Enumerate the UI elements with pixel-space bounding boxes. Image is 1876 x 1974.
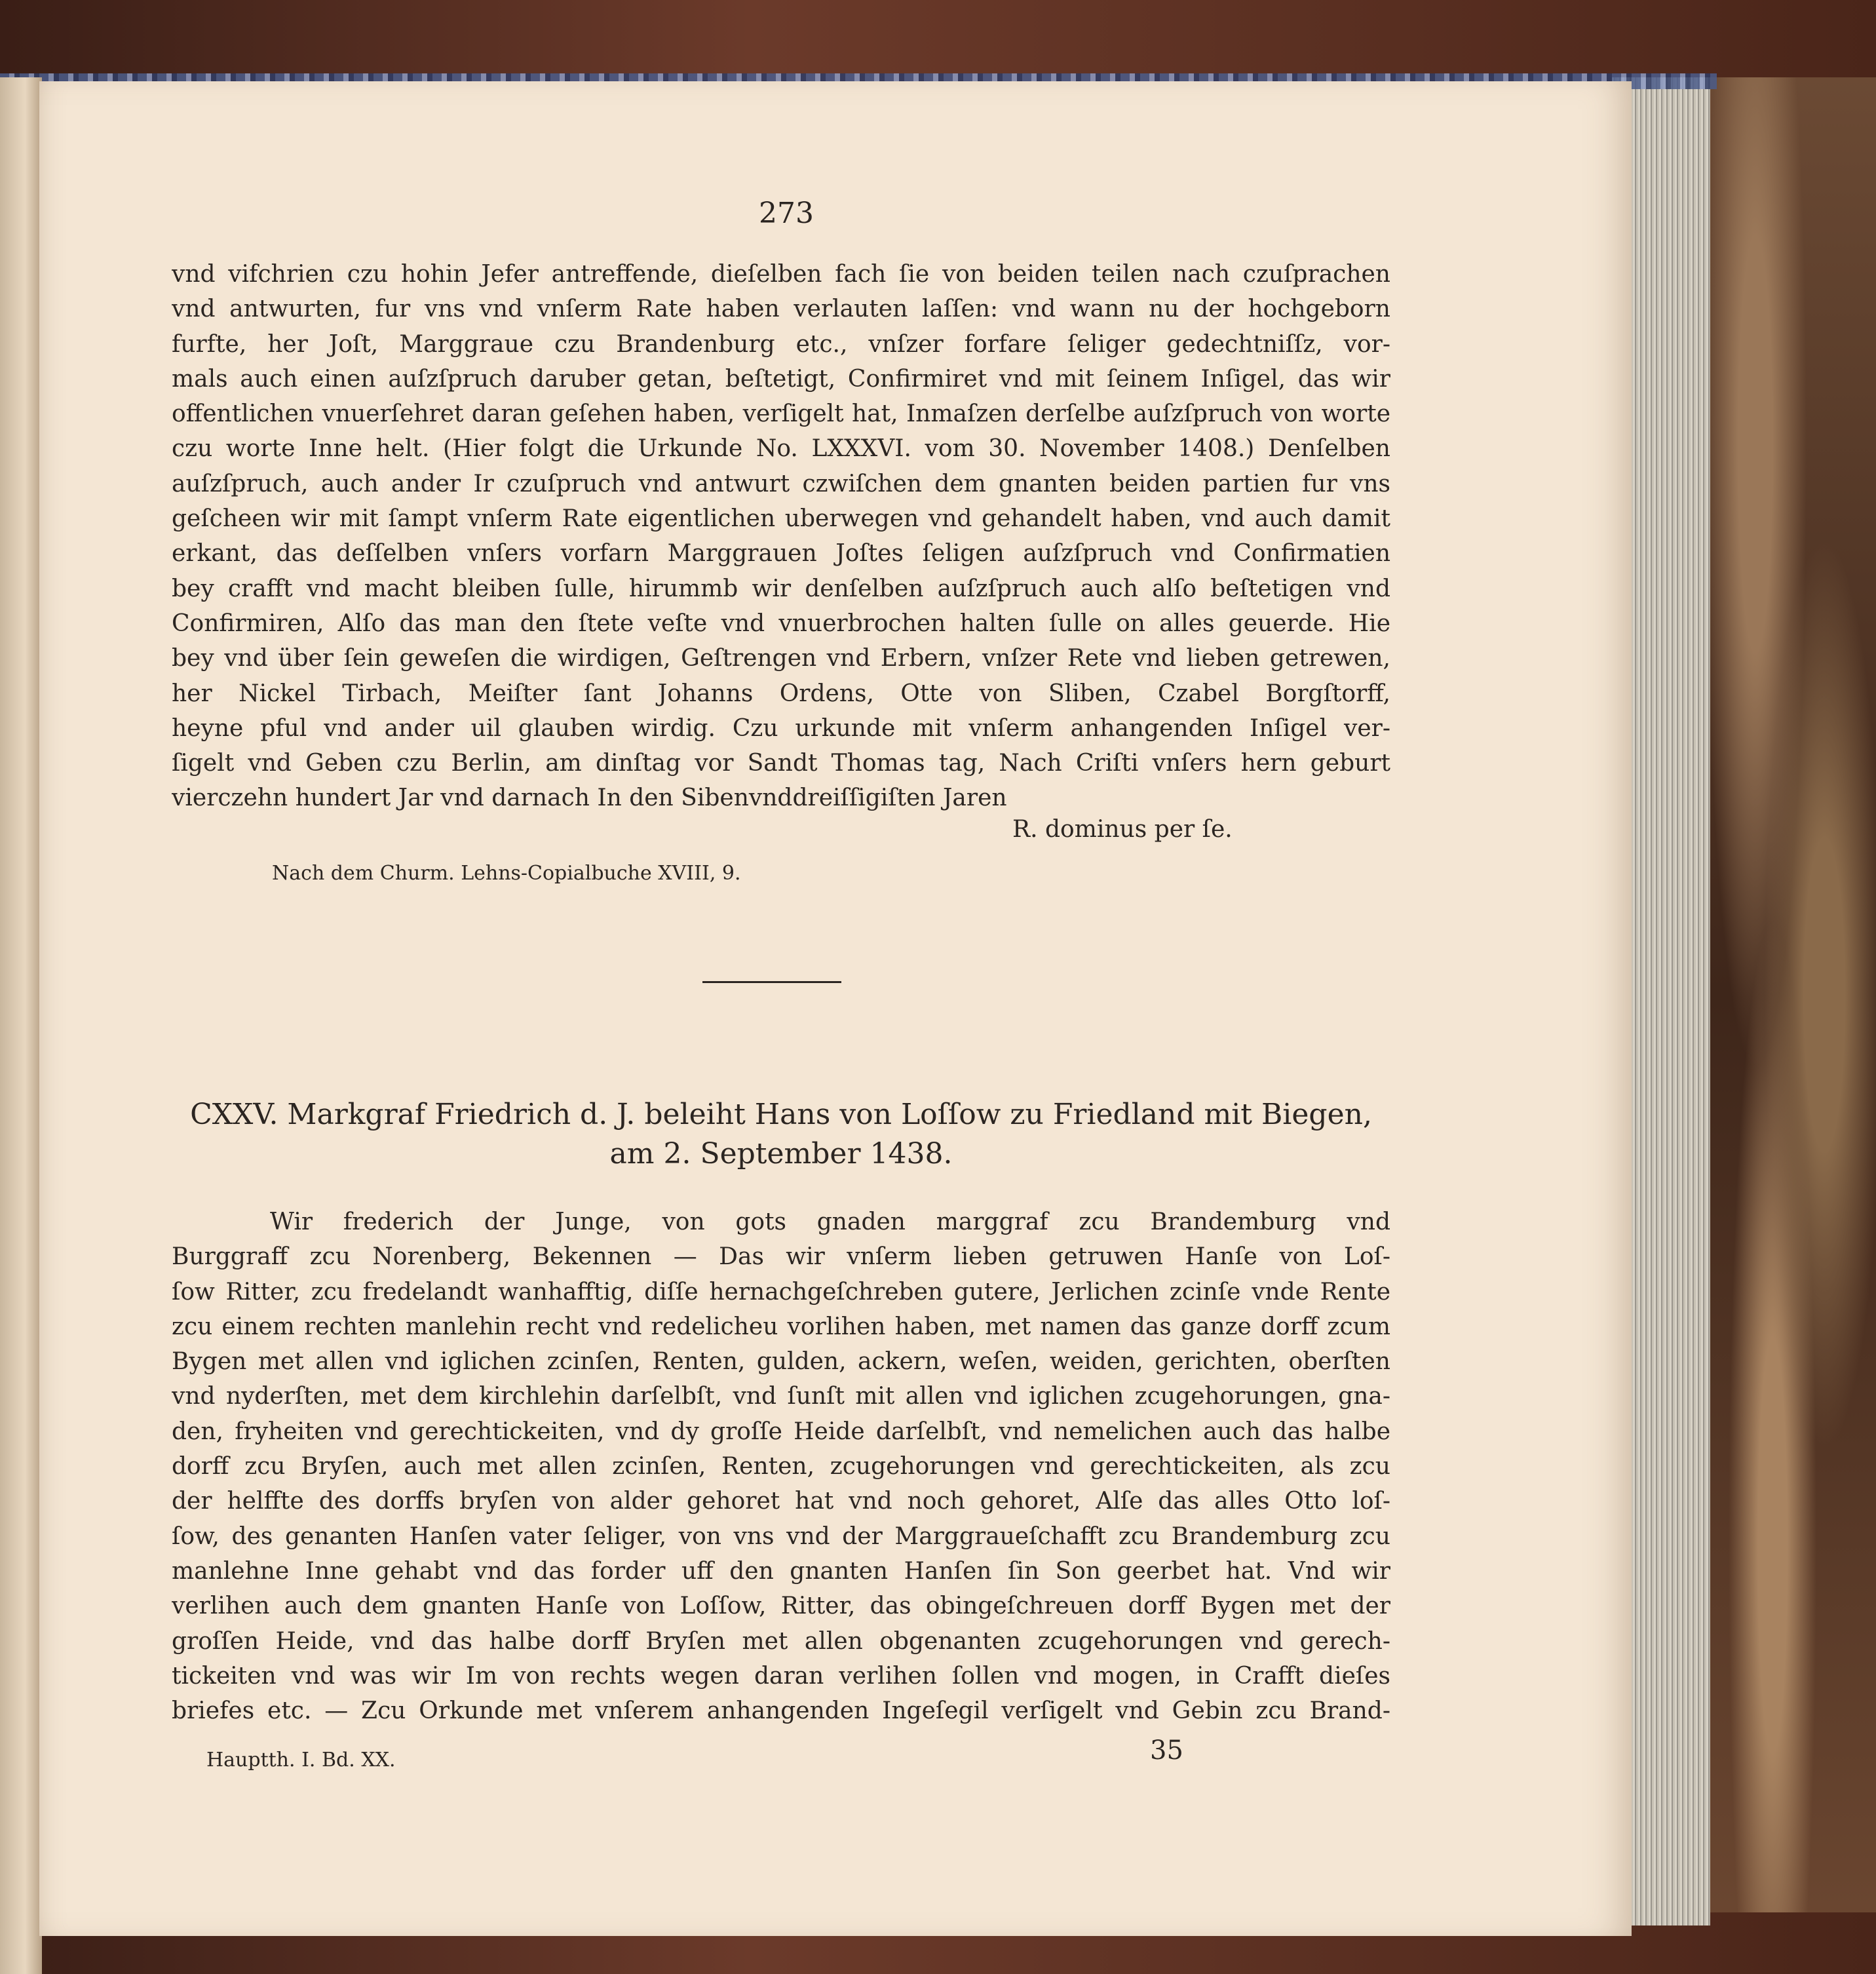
marbled-endpaper <box>1704 77 1876 1912</box>
text-line: Confirmiren, Alſo das man den ſtete veſte vnd vnuerbrochen halten ſulle on alles geuerde. Hie <box>172 610 1390 637</box>
page-number: 273 <box>759 197 814 230</box>
text-line: der helffte des dorffs bryſen von alder gehoret hat vnd noch gehoret, Alſe das alles Otto loſ- <box>172 1488 1390 1515</box>
text-line: groſſen Heide, vnd das halbe dorff Bryſen met allen obgenanten zcugehorungen vnd gerech- <box>172 1627 1390 1655</box>
text-line: dorff zcu Bryſen, auch met allen zcinſen, Renten, zcugehorungen vnd gerechtickeiten, als zcu <box>172 1453 1390 1480</box>
text-line: briefes etc. — Zcu Orkunde met vnſerem anhangenden Ingeſegil verſigelt vnd Gebin zcu Brand- <box>172 1697 1390 1725</box>
text-line: vnd nyderſten, met dem kirchlehin darſelbſt, vnd ſunſt mit allen vnd iglichen zcugehorungen, gna- <box>172 1383 1390 1410</box>
text-line: heyne pful vnd ander uil glauben wirdig. Czu urkunde mit vnſerm anhangenden Inſigel ver- <box>172 714 1390 742</box>
text-line: mals auch einen auſzſpruch daruber getan, beſtetigt, Confirmiret vnd mit ſeinem Inſigel, das wir <box>172 365 1390 393</box>
charter-text-block-2 <box>172 1205 1390 1728</box>
section-divider <box>702 981 841 983</box>
text-line: Wir frederich der Junge, von gots gnaden marggraf zcu Brandemburg vnd <box>270 1209 1390 1235</box>
text-line: Bygen met allen vnd iglichen zcinſen, Renten, gulden, ackern, weſen, weiden, gerichten, oberſten <box>172 1348 1390 1376</box>
text-line: bey vnd über ſein geweſen die wirdigen, Geſtrengen vnd Erbern, vnſzer Rete vnd lieben getrewen, <box>172 645 1390 672</box>
text-line: verlihen auch dem gnanten Hanſe von Loſſow, Ritter, das obingeſchreuen dorff Bygen met der <box>172 1593 1390 1620</box>
text-line: geſcheen wir mit ſampt vnſerm Rate eigentlichen uberwegen vnd gehandelt haben, vnd auch damit <box>172 505 1390 533</box>
left-page-edge <box>0 77 42 1974</box>
text-line: vnd antwurten, fur vns vnd vnſerm Rate haben verlauten laſſen: vnd wann nu der hochgeborn <box>172 296 1390 323</box>
text-line: offentlichen vnuerſehret daran geſehen haben, verſigelt hat, Inmaſzen derſelbe auſzſpruch von worte <box>172 400 1390 428</box>
signature-line: R. dominus per ſe. <box>1012 816 1233 843</box>
text-line: den, fryheiten vnd gerechtickeiten, vnd dy groſſe Heide darſelbſt, vnd nemelichen auch das halbe <box>172 1418 1390 1445</box>
source-note: Nach dem Churm. Lehns-Copialbuche XVIII, 9. <box>272 862 741 885</box>
text-line: her Nickel Tirbach, Meiſter ſant Johanns Ordens, Otte von Sliben, Czabel Borgſtorff, <box>172 680 1390 707</box>
text-line: vierczehn hundert Jar vnd darnach In den Sibenvnddreiſſigiſten Jaren <box>172 784 1007 812</box>
text-line: vnd vifchrien czu hohin Jefer antreffende, dieſelben fach ſie von beiden teilen nach czuſprachen <box>172 261 1390 288</box>
footer-volume-note: Hauptth. I. Bd. XX. <box>206 1749 396 1771</box>
text-line: czu worte Inne helt. (Hier folgt die Urkunde No. LXXXVI. vom 30. November 1408.) Denſelben <box>172 435 1390 463</box>
text-line: ſigelt vnd Geben czu Berlin, am dinſtag vor Sandt Thomas tag, Nach Criſti vnſers hern geburt <box>172 750 1390 777</box>
text-line: Burggraff zcu Norenberg, Bekennen — Das wir vnſerm lieben getruwen Hanſe von Loſ- <box>172 1243 1390 1271</box>
document-heading-line1: CXXV. Markgraf Friedrich d. J. beleiht Hans von Loſſow zu Friedland mit Biegen, <box>190 1098 1372 1131</box>
text-line: auſzſpruch, auch ander Ir czuſpruch vnd antwurt czwiſchen dem gnanten beiden partien fur vns <box>172 470 1390 497</box>
charter-text-block-1 <box>172 257 1390 816</box>
text-line: ſow Ritter, zcu fredelandt wanhafftig, diſſe hernachgeſchreben gutere, Jerlichen zcinſe vnde Rente <box>172 1278 1390 1306</box>
text-line: tickeiten vnd was wir Im von rechts wegen daran verlihen ſollen vnd mogen, in Crafft dieſes <box>172 1662 1390 1690</box>
text-line: ſow, des genanten Hanſen vater ſeliger, von vns vnd der Marggraueſchafft zcu Brandemburg zcu <box>172 1522 1390 1550</box>
text-line: manlehne Inne gehabt vnd das forder uff den gnanten Hanſen ſin Son geerbet hat. Vnd wir <box>172 1557 1390 1585</box>
footer-signature-number: 35 <box>1150 1735 1183 1766</box>
document-heading-line2: am 2. September 1438. <box>609 1137 953 1171</box>
text-line: zcu einem rechten manlehin recht vnd redelicheu vorlihen haben, met namen das ganze dorff zcum <box>172 1313 1390 1340</box>
text-line: erkant, das deſſelben vnſers vorfarn Marggrauen Joſtes ſeligen auſzſpruch vnd Confirmatien <box>172 540 1390 568</box>
text-line: bey crafft vnd macht bleiben ſulle, hirummb wir denſelben auſzſpruch auch alſo beſtetigen vnd <box>172 575 1390 602</box>
text-line: furfte, her Joſt, Marggraue czu Brandenburg etc., vnſzer forfare ſeliger gedechtniſſz, vor- <box>172 330 1390 358</box>
